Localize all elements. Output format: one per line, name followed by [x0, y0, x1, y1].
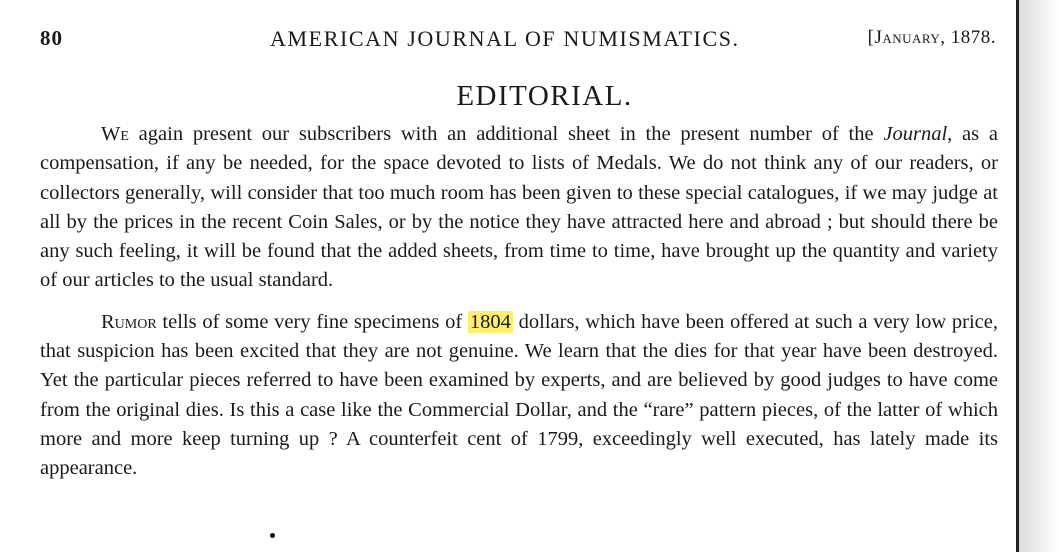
paragraph-compensation-sheet	[40, 120, 998, 296]
paragraph-text: , as a compensation, if any be needed, for the space devoted to lists of Medals. We do not think any of our readers, or collectors generally, will consider that too much room has been given to these special catalogues, if we may judge at all by the prices in the recent Coin Sales, or by the notice they have attracted here and abroad ; but should there be any such feeling, it will be found that the added sheets, from time to time, have brought up the quantity and variety of our articles to the usual standard.	[40, 123, 998, 292]
journal-title: AMERICAN JOURNAL OF NUMISMATICS.	[270, 26, 740, 51]
journal-italic-word: Journal	[883, 123, 948, 145]
paragraph-1804-dollars	[40, 308, 998, 484]
paragraph-lead-word: Rumor	[101, 310, 157, 333]
section-title: EDITORIAL.	[456, 80, 633, 112]
issue-date: [January, 1878.	[867, 27, 996, 48]
paragraph-text: tells of some very fine specimens of	[156, 310, 468, 333]
paragraph-lead-word: We	[101, 123, 129, 145]
running-head	[40, 26, 1000, 56]
paragraph-text: again present our subscribers with an additional sheet in the present number of the	[128, 123, 884, 145]
ink-speck	[270, 533, 275, 538]
article-body	[40, 120, 998, 484]
page-number: 80	[40, 26, 63, 50]
highlighted-year[interactable]: 1804	[469, 310, 511, 333]
paragraph-text: dollars, which have been offered at such a very low price, that suspicion has been excited that they are not genuine. We learn that the dies for that year have been destroyed. Yet the particular pieces referred to have been examined by experts, and are believed by good judges to have come from the original dies. Is this a case like the Commercial Dollar, and the “rare” pattern pieces, of the latter of which more and more keep turning up ? A counterfeit cent of 1799, exceedingly well executed, has lately made its appearance.	[40, 310, 998, 480]
